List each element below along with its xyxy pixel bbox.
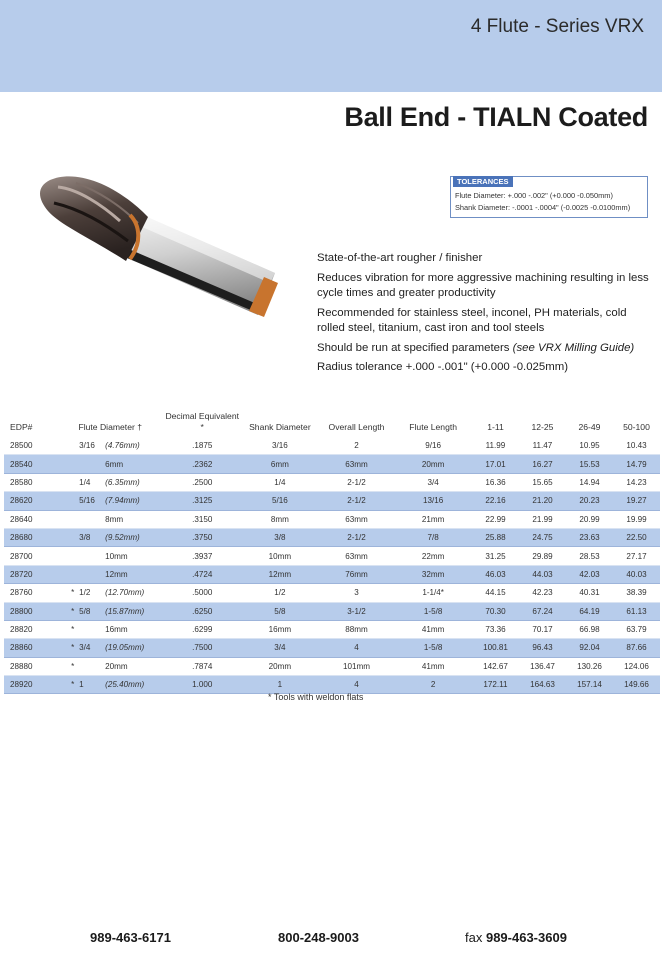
- flute-fraction: 5/16: [79, 496, 95, 506]
- price-26-49-cell: 92.04: [566, 639, 613, 657]
- edp-cell: 28680: [4, 528, 57, 546]
- header-band: [0, 0, 662, 92]
- flute-metric: 20mm: [105, 661, 128, 671]
- feature-item: Recommended for stainless steel, inconel, PH materials, cold rolled steel, titanium, cast iron and tool steels: [317, 306, 627, 334]
- price-12-25-cell: 42.23: [519, 584, 566, 602]
- flute-fraction: 3/16: [79, 441, 95, 451]
- price-50-100-cell: 38.39: [613, 584, 660, 602]
- phone-2: 800-248-9003: [278, 930, 359, 945]
- price-12-25-cell: 136.47: [519, 657, 566, 675]
- price-12-25-cell: 11.47: [519, 437, 566, 455]
- shank-cell: 3/16: [241, 437, 319, 455]
- col-edp: EDP#: [10, 422, 33, 432]
- overall-length-cell: 2-1/2: [319, 492, 395, 510]
- flute-length-cell: 9/16: [394, 437, 472, 455]
- flute-length-cell: 1-1/4*: [394, 584, 472, 602]
- weldon-flat-marker: *: [71, 661, 75, 671]
- fax-number: 989-463-3609: [485, 930, 567, 945]
- flute-metric: (15.87mm): [105, 606, 145, 616]
- overall-length-cell: 3-1/2: [319, 602, 395, 620]
- price-26-49-cell: 15.53: [566, 455, 613, 473]
- shank-cell: 3/4: [241, 639, 319, 657]
- tolerances-label: TOLERANCES: [453, 176, 513, 187]
- flute-diameter-cell: [57, 528, 163, 546]
- shank-cell: 3/8: [241, 528, 319, 546]
- price-12-25-cell: 15.65: [519, 473, 566, 491]
- shank-cell: 8mm: [241, 510, 319, 528]
- flute-length-cell: 41mm: [394, 620, 472, 638]
- flute-diameter-cell: [57, 584, 163, 602]
- table-row: [4, 602, 660, 620]
- flute-diameter-cell: [57, 602, 163, 620]
- flute-fraction: 1/4: [79, 477, 91, 487]
- table-row: [4, 639, 660, 657]
- price-1-11-cell: 22.99: [472, 510, 519, 528]
- price-1-11-cell: 70.30: [472, 602, 519, 620]
- overall-length-cell: 88mm: [319, 620, 395, 638]
- milling-guide-note: (see VRX Milling Guide): [512, 341, 635, 354]
- spec-table: [4, 405, 660, 694]
- flute-diameter-cell: [57, 492, 163, 510]
- flute-diameter-cell: [57, 437, 163, 455]
- weldon-flat-marker: *: [71, 680, 75, 690]
- edp-cell: 28620: [4, 492, 57, 510]
- overall-length-cell: 101mm: [319, 657, 395, 675]
- fax: [465, 930, 567, 945]
- weldon-flat-marker: *: [71, 643, 75, 653]
- table-header-row: [4, 405, 660, 437]
- price-50-100-cell: 14.23: [613, 473, 660, 491]
- price-26-49-cell: 10.95: [566, 437, 613, 455]
- edp-cell: 28760: [4, 584, 57, 602]
- price-50-100-cell: 10.43: [613, 437, 660, 455]
- table-row: [4, 528, 660, 546]
- flute-diameter-tolerance: Flute Diameter: +.000 -.002" (+0.000 -0.050mm): [455, 191, 613, 200]
- col-price-26-49: 26-49: [578, 422, 601, 432]
- flute-metric: 10mm: [105, 551, 128, 561]
- fax-label: fax: [465, 930, 483, 945]
- overall-length-cell: 63mm: [319, 547, 395, 565]
- overall-length-cell: 4: [319, 676, 395, 694]
- decimal-cell: .3937: [163, 547, 241, 565]
- flute-metric: (9.52mm): [105, 533, 140, 543]
- flute-diameter-cell: [57, 657, 163, 675]
- price-26-49-cell: 40.31: [566, 584, 613, 602]
- price-12-25-cell: 44.03: [519, 565, 566, 583]
- price-26-49-cell: 28.53: [566, 547, 613, 565]
- shank-cell: 1/2: [241, 584, 319, 602]
- decimal-cell: .6250: [163, 602, 241, 620]
- price-1-11-cell: 25.88: [472, 528, 519, 546]
- price-1-11-cell: 73.36: [472, 620, 519, 638]
- feature-item: Radius tolerance +.000 -.001" (+0.000 -0.025mm): [317, 361, 568, 373]
- flute-diameter-cell: [57, 473, 163, 491]
- price-12-25-cell: 21.99: [519, 510, 566, 528]
- flute-fraction: 1: [79, 680, 84, 690]
- flute-diameter-cell: [57, 676, 163, 694]
- table-row: [4, 473, 660, 491]
- weldon-flat-marker: *: [71, 588, 75, 598]
- shank-cell: 5/8: [241, 602, 319, 620]
- overall-length-cell: 76mm: [319, 565, 395, 583]
- flute-length-cell: 1-5/8: [394, 602, 472, 620]
- shank-cell: 16mm: [241, 620, 319, 638]
- overall-length-cell: 2: [319, 437, 395, 455]
- table-row: [4, 437, 660, 455]
- price-26-49-cell: 20.23: [566, 492, 613, 510]
- edp-cell: 28700: [4, 547, 57, 565]
- flute-diameter-cell: [57, 547, 163, 565]
- shank-cell: 10mm: [241, 547, 319, 565]
- flute-length-cell: 3/4: [394, 473, 472, 491]
- spec-table-body: [4, 437, 660, 694]
- flute-length-cell: 1-5/8: [394, 639, 472, 657]
- flute-metric: (25.40mm): [105, 680, 145, 690]
- col-price-1-11: 1-11: [487, 422, 504, 432]
- decimal-cell: .7500: [163, 639, 241, 657]
- decimal-cell: .5000: [163, 584, 241, 602]
- flute-metric: 8mm: [105, 514, 124, 524]
- flute-length-cell: 32mm: [394, 565, 472, 583]
- price-50-100-cell: 149.66: [613, 676, 660, 694]
- decimal-cell: 1.000: [163, 676, 241, 694]
- table-row: [4, 620, 660, 638]
- flute-metric: (6.35mm): [105, 477, 140, 487]
- price-26-49-cell: 20.99: [566, 510, 613, 528]
- shank-cell: 5/16: [241, 492, 319, 510]
- end-mill-image: [20, 165, 290, 340]
- price-1-11-cell: 100.81: [472, 639, 519, 657]
- page-title: Ball End - TIALN Coated: [344, 102, 648, 132]
- feature-item: [317, 341, 657, 357]
- flute-length-cell: 13/16: [394, 492, 472, 510]
- flute-diameter-cell: [57, 565, 163, 583]
- feature-list: [317, 251, 657, 380]
- price-50-100-cell: 124.06: [613, 657, 660, 675]
- decimal-cell: .6299: [163, 620, 241, 638]
- feature-text: Should be run at specified parameters: [317, 341, 510, 354]
- shank-cell: 20mm: [241, 657, 319, 675]
- table-row: [4, 657, 660, 675]
- overall-length-cell: 63mm: [319, 455, 395, 473]
- price-50-100-cell: 19.99: [613, 510, 660, 528]
- feature-item: Reduces vibration for more aggressive machining resulting in less cycle times and greater productivity: [317, 271, 649, 299]
- price-26-49-cell: 14.94: [566, 473, 613, 491]
- price-1-11-cell: 16.36: [472, 473, 519, 491]
- decimal-cell: .1875: [163, 437, 241, 455]
- flute-fraction: 3/4: [79, 643, 91, 653]
- tolerances-box: [450, 176, 648, 218]
- shank-cell: 1/4: [241, 473, 319, 491]
- price-12-25-cell: 21.20: [519, 492, 566, 510]
- edp-cell: 28640: [4, 510, 57, 528]
- col-overall-length: Overall Length: [328, 422, 385, 432]
- flute-metric: 6mm: [105, 459, 124, 469]
- price-50-100-cell: 14.79: [613, 455, 660, 473]
- flute-length-cell: 21mm: [394, 510, 472, 528]
- price-50-100-cell: 40.03: [613, 565, 660, 583]
- price-12-25-cell: 67.24: [519, 602, 566, 620]
- flute-metric: (12.70mm): [105, 588, 145, 598]
- edp-cell: 28720: [4, 565, 57, 583]
- flute-diameter-cell: [57, 639, 163, 657]
- price-26-49-cell: 157.14: [566, 676, 613, 694]
- weldon-flat-marker: *: [71, 625, 75, 635]
- table-row: [4, 510, 660, 528]
- price-50-100-cell: 22.50: [613, 528, 660, 546]
- shank-cell: 12mm: [241, 565, 319, 583]
- col-price-50-100: 50-100: [623, 422, 650, 432]
- overall-length-cell: 3: [319, 584, 395, 602]
- edp-cell: 28920: [4, 676, 57, 694]
- price-1-11-cell: 172.11: [472, 676, 519, 694]
- price-12-25-cell: 16.27: [519, 455, 566, 473]
- price-26-49-cell: 130.26: [566, 657, 613, 675]
- flute-metric: (19.05mm): [105, 643, 145, 653]
- col-shank-diameter: Shank Diameter: [249, 422, 311, 432]
- edp-cell: 28800: [4, 602, 57, 620]
- flute-diameter-cell: [57, 455, 163, 473]
- table-row: [4, 565, 660, 583]
- phone-1: 989-463-6171: [90, 930, 171, 945]
- edp-cell: 28500: [4, 437, 57, 455]
- flute-length-cell: 20mm: [394, 455, 472, 473]
- price-12-25-cell: 70.17: [519, 620, 566, 638]
- decimal-cell: .3150: [163, 510, 241, 528]
- decimal-cell: .4724: [163, 565, 241, 583]
- shank-cell: 6mm: [241, 455, 319, 473]
- flute-fraction: 1/2: [79, 588, 91, 598]
- price-12-25-cell: 96.43: [519, 639, 566, 657]
- flute-fraction: 5/8: [79, 606, 91, 616]
- col-decimal-equivalent: Decimal Equivalent *: [165, 411, 239, 432]
- flute-metric: 16mm: [105, 625, 128, 635]
- flute-length-cell: 7/8: [394, 528, 472, 546]
- price-50-100-cell: 19.27: [613, 492, 660, 510]
- series-title: 4 Flute - Series VRX: [470, 16, 644, 37]
- col-flute-diameter: Flute Diameter †: [78, 422, 143, 432]
- price-26-49-cell: 23.63: [566, 528, 613, 546]
- price-26-49-cell: 66.98: [566, 620, 613, 638]
- price-50-100-cell: 63.79: [613, 620, 660, 638]
- decimal-cell: .7874: [163, 657, 241, 675]
- flute-diameter-cell: [57, 620, 163, 638]
- decimal-cell: .2362: [163, 455, 241, 473]
- flute-length-cell: 2: [394, 676, 472, 694]
- shank-cell: 1: [241, 676, 319, 694]
- table-row: [4, 547, 660, 565]
- price-26-49-cell: 64.19: [566, 602, 613, 620]
- price-1-11-cell: 22.16: [472, 492, 519, 510]
- price-1-11-cell: 46.03: [472, 565, 519, 583]
- price-1-11-cell: 44.15: [472, 584, 519, 602]
- flute-metric: 12mm: [105, 569, 128, 579]
- price-12-25-cell: 29.89: [519, 547, 566, 565]
- price-50-100-cell: 87.66: [613, 639, 660, 657]
- overall-length-cell: 2-1/2: [319, 473, 395, 491]
- decimal-cell: .3750: [163, 528, 241, 546]
- overall-length-cell: 63mm: [319, 510, 395, 528]
- weldon-flat-marker: *: [71, 606, 75, 616]
- shank-diameter-tolerance: Shank Diameter: -.0001 -.0004" (-0.0025 -0.0100mm): [455, 203, 631, 212]
- price-1-11-cell: 17.01: [472, 455, 519, 473]
- footnote: * Tools with weldon flats: [268, 692, 364, 702]
- decimal-cell: .2500: [163, 473, 241, 491]
- edp-cell: 28880: [4, 657, 57, 675]
- edp-cell: 28820: [4, 620, 57, 638]
- overall-length-cell: 4: [319, 639, 395, 657]
- table-row: [4, 584, 660, 602]
- flute-length-cell: 41mm: [394, 657, 472, 675]
- decimal-cell: .3125: [163, 492, 241, 510]
- table-row: [4, 492, 660, 510]
- price-12-25-cell: 164.63: [519, 676, 566, 694]
- flute-metric: (7.94mm): [105, 496, 140, 506]
- edp-cell: 28860: [4, 639, 57, 657]
- price-1-11-cell: 31.25: [472, 547, 519, 565]
- edp-cell: 28580: [4, 473, 57, 491]
- price-1-11-cell: 142.67: [472, 657, 519, 675]
- edp-cell: 28540: [4, 455, 57, 473]
- flute-metric: (4.76mm): [105, 441, 140, 451]
- flute-diameter-cell: [57, 510, 163, 528]
- flute-length-cell: 22mm: [394, 547, 472, 565]
- price-1-11-cell: 11.99: [472, 437, 519, 455]
- col-price-12-25: 12-25: [531, 422, 554, 432]
- price-26-49-cell: 42.03: [566, 565, 613, 583]
- table-row: [4, 455, 660, 473]
- price-50-100-cell: 27.17: [613, 547, 660, 565]
- flute-fraction: 3/8: [79, 533, 91, 543]
- overall-length-cell: 2-1/2: [319, 528, 395, 546]
- feature-item: State-of-the-art rougher / finisher: [317, 252, 483, 264]
- col-flute-length: Flute Length: [409, 422, 458, 432]
- price-50-100-cell: 61.13: [613, 602, 660, 620]
- price-12-25-cell: 24.75: [519, 528, 566, 546]
